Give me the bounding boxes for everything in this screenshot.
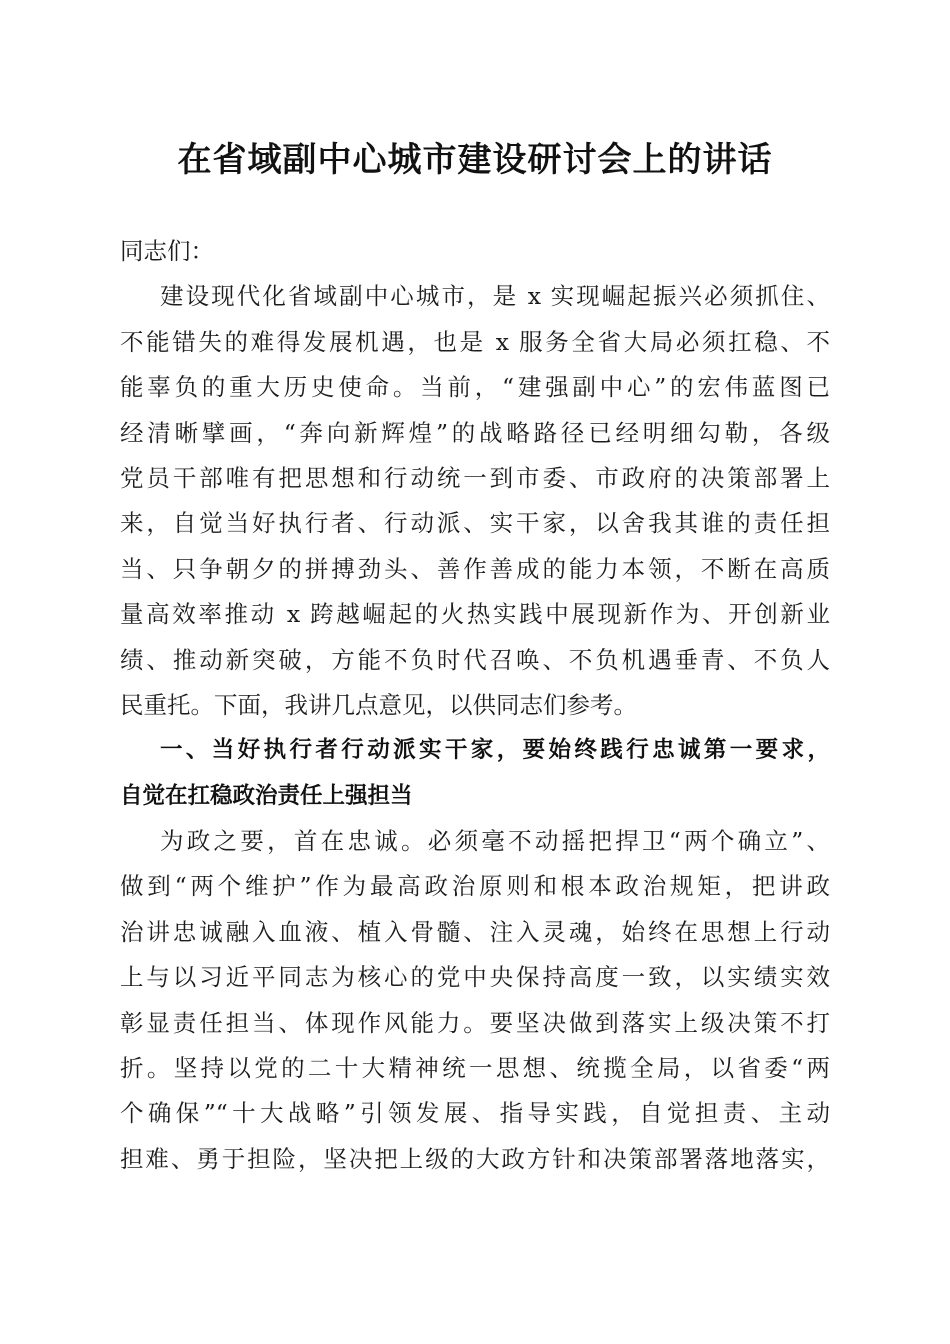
paragraph-line: 当、只争朝夕的拼搏劲头、善作善成的能力本领，不断在高质 [120,554,830,583]
paragraph-line: 量高效率推动 x 跨越崛起的火热实践中展现新作为、开创新业 [120,600,830,629]
heading-line: 自觉在扛稳政治责任上强担当 [120,782,413,809]
document-body [120,229,830,1182]
paragraph-line: 绩、推动新突破，方能不负时代召唤、不负机遇垂青、不负人 [120,645,830,674]
paragraph-line: 治讲忠诚融入血液、植入骨髓、注入灵魂，始终在思想上行动 [120,917,830,946]
paragraph-section-1 [120,819,830,1182]
paragraph-line: 能辜负的重大历史使命。当前，“建强副中心”的宏伟蓝图已 [120,373,830,402]
paragraph-line: 做到“两个维护”作为最高政治原则和根本政治规矩，把讲政 [120,872,830,901]
paragraph-line: 个确保”“十大战略”引领发展、指导实践，自觉担责、主动 [120,1099,830,1128]
paragraph-intro [120,274,830,728]
paragraph-line: 建设现代化省域副中心城市，是 x 实现崛起振兴必须抓住、 [160,282,830,311]
paragraph-line: 经清晰擘画，“奔向新辉煌”的战略路径已经明细勾勒，各级 [120,418,830,447]
paragraph-line: 民重托。下面，我讲几点意见，以供同志们参考。 [120,690,637,719]
paragraph-line: 彰显责任担当、体现作风能力。要坚决做到落实上级决策不打 [120,1008,830,1037]
paragraph-line: 折。坚持以党的二十大精神统一思想、统揽全局，以省委“两 [120,1054,830,1083]
paragraph-line: 不能错失的难得发展机遇，也是 x 服务全省大局必须扛稳、不 [120,327,830,356]
paragraph-line: 为政之要，首在忠诚。必须毫不动摇把捍卫“两个确立”、 [160,827,830,856]
heading-line: 一、当好执行者行动派实干家，要始终践行忠诚第一要求， [160,737,830,764]
paragraph-line: 党员干部唯有把思想和行动统一到市委、市政府的决策部署上 [120,463,830,492]
salutation-text: 同志们： [120,237,214,265]
paragraph-line: 上与以习近平同志为核心的党中央保持高度一致，以实绩实效 [120,963,830,992]
paragraph-line: 来，自觉当好执行者、行动派、实干家，以舍我其谁的责任担 [120,509,830,538]
section-heading-1 [120,728,830,819]
document-title: 在省域副中心城市建设研讨会上的讲话 [177,140,773,180]
salutation [120,229,830,274]
paragraph-line: 担难、勇于担险，坚决把上级的大政方针和决策部署落地落实， [120,1144,830,1173]
